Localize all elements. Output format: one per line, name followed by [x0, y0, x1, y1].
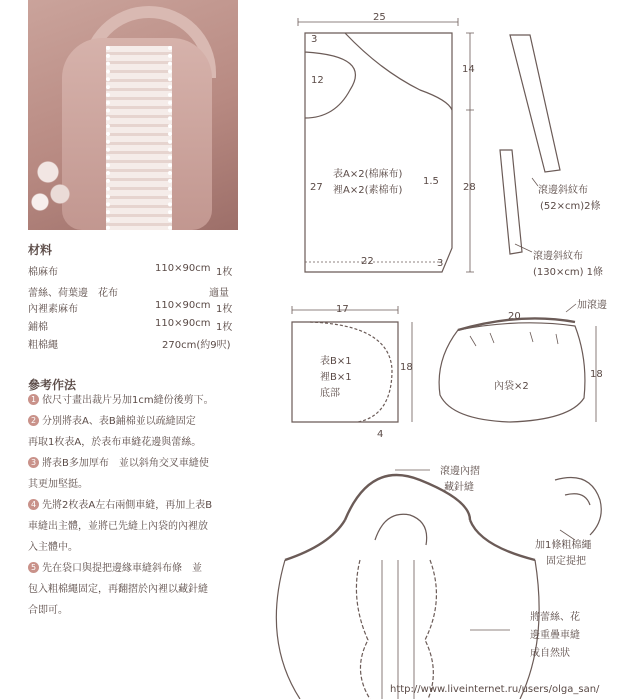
pocket-width: 20: [508, 311, 521, 322]
pattern-b-width: 17: [336, 304, 349, 315]
step-number-badge: 4: [28, 499, 39, 510]
step-number-badge: 5: [28, 562, 39, 573]
bias-strip-1-size: (52×cm)2條: [540, 201, 601, 212]
step-text: 將表B多加厚布 並以斜角交叉車縫使: [42, 458, 209, 469]
assembly-lace-center: [382, 560, 414, 699]
method-title: 參考作法: [28, 378, 77, 392]
pocket-gathers: [470, 332, 558, 346]
assembly-bag-body: [276, 560, 539, 699]
pattern-a-height-upper: 14: [462, 64, 475, 75]
step-number-badge: 3: [28, 457, 39, 468]
material-name: 內裡素麻布: [28, 304, 78, 315]
bias-strip-1: [510, 35, 560, 172]
step-number-badge: 2: [28, 415, 39, 426]
pocket-outline: [439, 323, 585, 422]
step-text: 依尺寸畫出裁片另加1cm縫份後剪下。: [42, 395, 214, 406]
pattern-a-armhole: [345, 33, 452, 110]
pocket-label: 內袋×2: [494, 381, 529, 392]
step-text: 入主體中。: [28, 542, 78, 553]
material-name: 棉麻布: [28, 267, 58, 278]
bias-strip-2: [500, 150, 522, 254]
material-qty: 1枚: [216, 267, 233, 278]
pattern-b-height: 18: [400, 362, 413, 373]
pattern-a-width-top: 25: [373, 12, 386, 23]
pattern-b-label-3: 底部: [320, 388, 340, 399]
pocket-height: 18: [590, 369, 603, 380]
bias-strip-1-label: 滾邊斜紋布: [538, 185, 588, 196]
material-qty: 適量: [209, 288, 229, 299]
pattern-b-offset: 4: [377, 429, 384, 440]
pattern-b-label-1: 表B×1: [320, 356, 352, 367]
pattern-a-corner-bottom: 3: [437, 258, 444, 269]
assembly-lace-1: 將蕾絲、花: [530, 612, 580, 623]
step-number-badge: 1: [28, 394, 39, 405]
assembly-inner-fold-2: 藏針縫: [444, 482, 474, 493]
pattern-b-label-2: 裡B×1: [320, 372, 352, 383]
leader-binding: [566, 304, 576, 312]
step-text: 包入粗棉繩固定，再翻摺於內裡以藏針縫: [28, 584, 208, 595]
footer-url[interactable]: http://www.liveinternet.ru/users/olga_san/: [390, 684, 600, 695]
assembly-lace-2: 邊重疊車縫: [530, 630, 580, 641]
pattern-a-height-total: 28: [463, 182, 476, 193]
pattern-a-side-offset: 1.5: [423, 176, 439, 187]
material-qty: 1枚: [216, 304, 233, 315]
bias-strip-2-size: (130×cm) 1條: [533, 267, 604, 278]
pattern-a-curve-depth: 12: [311, 75, 324, 86]
material-name: 鋪棉: [28, 322, 48, 333]
handle-detail: [555, 478, 601, 536]
assembly-cord-2: 固定提把: [546, 556, 586, 567]
material-spec: 110×90cm: [155, 300, 211, 311]
leader-bias-2: [515, 244, 532, 252]
pattern-a-label-2: 裡A×2(素棉布): [333, 185, 403, 196]
assembly-lace-3: 成自然狀: [530, 648, 570, 659]
pattern-a-outline: [305, 33, 452, 272]
pattern-a-left-side: 27: [310, 182, 323, 193]
pocket-edge-label: 加滾邊: [577, 300, 607, 311]
pattern-a-bottom-width: 22: [361, 256, 374, 267]
step-text: 合即可。: [28, 605, 68, 616]
material-name: 蕾絲、荷葉邊 花布: [28, 288, 118, 299]
assembly-handle-inner: [375, 514, 427, 545]
material-spec: 110×90cm: [155, 263, 211, 274]
step-text: 其更加堅挺。: [28, 479, 88, 490]
materials-title: 材料: [28, 243, 53, 257]
step-text: 先將2枚表A左右兩側車縫，再加上表B: [42, 500, 213, 511]
step-text: 先在袋口與提把邊緣車縫斜布條 並: [42, 563, 202, 574]
pattern-a-corner-top: 3: [311, 34, 318, 45]
assembly-bag-top: [285, 520, 535, 560]
step-text: 分別將表A、表B鋪棉並以疏縫固定: [42, 416, 196, 427]
step-text: 車縫出主體，並將已先縫上內袋的內裡放: [28, 521, 208, 532]
step-text: 再取1枚表A，於表布車縫花邊與蕾絲。: [28, 437, 202, 448]
material-qty: 1枚: [216, 322, 233, 333]
bias-strip-2-label: 滾邊斜紋布: [533, 251, 583, 262]
assembly-inner-fold-1: 滾邊內摺: [440, 466, 480, 477]
material-spec: 270cm(約9呎): [162, 340, 231, 351]
pattern-a-label-1: 表A×2(棉麻布): [333, 169, 403, 180]
assembly-lace: [356, 560, 436, 699]
material-spec: 110×90cm: [155, 318, 211, 329]
assembly-cord-1: 加1條粗棉繩: [535, 540, 592, 551]
material-name: 粗棉繩: [28, 340, 58, 351]
